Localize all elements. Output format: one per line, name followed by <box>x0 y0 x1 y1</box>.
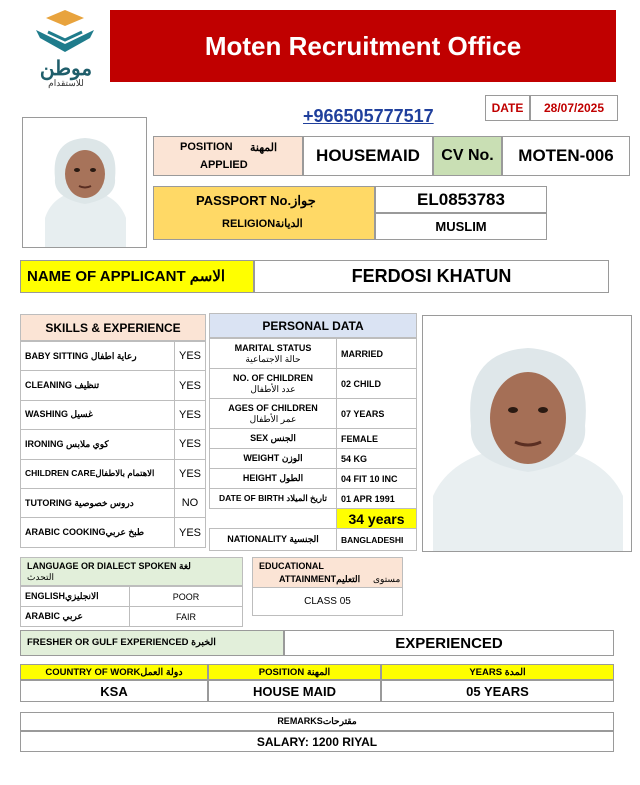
position-value: HOUSEMAID <box>303 136 433 176</box>
children-label-en: NO. OF CHILDREN <box>233 372 313 383</box>
cv-label: CV No. <box>433 136 502 176</box>
personal-row <box>210 399 417 429</box>
language-rows <box>20 586 243 627</box>
skills-table <box>20 314 206 548</box>
remarks-value: SALARY: 1200 RIYAL <box>20 731 614 752</box>
sex-value: FEMALE <box>337 429 417 449</box>
language-label: ENGLISHالانجليزي <box>21 587 130 607</box>
dob-label: DATE OF BIRTH تاريخ الميلاد <box>210 489 337 509</box>
ages-label-en: AGES OF CHILDREN <box>228 402 318 413</box>
personal-data-table <box>209 313 417 551</box>
language-title <box>20 557 243 586</box>
ages-label-ar: عمر الأطفال <box>249 413 297 424</box>
education-box <box>252 557 403 616</box>
skill-label: IRONING كوي ملابس <box>21 430 175 459</box>
passport-value: EL0853783 <box>375 186 547 213</box>
applicant-photo-large <box>422 315 632 552</box>
language-title-en: LANGUAGE OR DIALECT SPOKEN لغة <box>27 561 191 571</box>
cv-value: MOTEN-006 <box>502 136 630 176</box>
language-value: FAIR <box>130 607 243 627</box>
skills-rows <box>20 341 206 548</box>
personal-row <box>210 529 417 551</box>
skill-row <box>21 342 206 371</box>
date-value: 28/07/2025 <box>530 95 618 121</box>
position-label-en1: POSITION <box>180 141 233 153</box>
years-value: 05 YEARS <box>381 680 614 702</box>
education-value: CLASS 05 <box>252 588 403 616</box>
nationality-label: NATIONALITY الجنسية <box>210 529 337 551</box>
religion-value: MUSLIM <box>375 213 547 240</box>
position-label-en2: APPLIED <box>200 159 248 171</box>
language-title-ar: التحدث <box>27 572 54 582</box>
personal-row <box>210 429 417 449</box>
applicant-name-label: NAME OF APPLICANT الاسم <box>20 260 254 293</box>
position-label <box>153 136 303 176</box>
dob-value: 01 APR 1991 <box>337 489 417 509</box>
logo-subtext: للاستقدام <box>48 78 84 88</box>
years-label: YEARS المدة <box>381 664 614 680</box>
logo <box>28 8 103 88</box>
education-title-ar: مستوى <box>373 574 401 584</box>
skill-label: ARABIC COOKINGطبخ عربي <box>21 518 175 547</box>
weight-value: 54 KG <box>337 449 417 469</box>
experience-value: EXPERIENCED <box>284 630 614 656</box>
country-value: KSA <box>20 680 208 702</box>
personal-data-title: PERSONAL DATA <box>209 313 417 338</box>
marital-label-en: MARITAL STATUS <box>234 342 312 353</box>
ages-value: 07 YEARS <box>337 399 417 429</box>
office-title: Moten Recruitment Office <box>110 10 616 82</box>
personal-rows <box>209 338 417 551</box>
skill-value: YES <box>174 400 205 429</box>
phone-number[interactable]: +966505777517 <box>303 106 434 126</box>
personal-row <box>210 369 417 399</box>
children-label-ar: عدد الأطفال <box>250 383 296 394</box>
work-position-value: HOUSE MAID <box>208 680 381 702</box>
language-table <box>20 557 243 627</box>
applicant-photo-small <box>22 117 147 248</box>
personal-row <box>210 509 417 529</box>
skills-title: SKILLS & EXPERIENCE <box>20 314 206 341</box>
children-label <box>210 369 337 399</box>
skill-value: YES <box>174 342 205 371</box>
marital-label <box>210 339 337 369</box>
skill-label: TUTORING دروس خصوصية <box>21 488 175 517</box>
marital-label-ar: حالة الاجتماعية <box>245 353 301 364</box>
personal-row <box>210 469 417 489</box>
age-value: 34 years <box>337 509 417 529</box>
logo-mark-icon <box>28 8 103 58</box>
nationality-value: BANGLADESHI <box>337 529 417 551</box>
marital-value: MARRIED <box>337 339 417 369</box>
skill-label: CLEANING تنظيف <box>21 371 175 400</box>
skill-label: CHILDREN CAREالاهتمام بالاطفال <box>21 459 175 488</box>
religion-label: RELIGIONالديانة <box>222 218 303 230</box>
country-label: COUNTRY OF WORKدولة العمل <box>20 664 208 680</box>
skill-label: BABY SITTING رعاية اطفال <box>21 342 175 371</box>
skill-value: YES <box>174 459 205 488</box>
remarks-label: REMARKSمقترحات <box>20 712 614 731</box>
work-position-label: POSITION المهنة <box>208 664 381 680</box>
skill-value: YES <box>174 518 205 547</box>
date-label: DATE <box>485 95 530 121</box>
person-portrait-icon <box>423 316 632 552</box>
passport-religion-label <box>153 186 375 240</box>
personal-row <box>210 449 417 469</box>
person-portrait-icon <box>23 118 147 248</box>
ages-label <box>210 399 337 429</box>
sex-label: SEX الجنس <box>210 429 337 449</box>
language-row <box>21 587 243 607</box>
experience-label: FRESHER OR GULF EXPERIENCED الخبرة <box>20 630 284 656</box>
skill-value: YES <box>174 430 205 459</box>
language-value: POOR <box>130 587 243 607</box>
skill-value: YES <box>174 371 205 400</box>
skill-row <box>21 371 206 400</box>
education-title <box>252 557 403 588</box>
skill-row <box>21 430 206 459</box>
weight-label: WEIGHT الوزن <box>210 449 337 469</box>
height-label: HEIGHT الطول <box>210 469 337 489</box>
logo-text: موطن <box>39 58 93 80</box>
education-title-2: ATTAINMENTالتعليم <box>279 574 361 584</box>
personal-row <box>210 339 417 369</box>
skill-row <box>21 400 206 429</box>
skill-row <box>21 488 206 517</box>
skill-value: NO <box>174 488 205 517</box>
passport-label: PASSPORT No.جواز <box>196 193 316 208</box>
skill-label: WASHING غسيل <box>21 400 175 429</box>
personal-row <box>210 489 417 509</box>
language-label: ARABIC عربي <box>21 607 130 627</box>
children-value: 02 CHILD <box>337 369 417 399</box>
skill-row <box>21 518 206 547</box>
language-row <box>21 607 243 627</box>
height-value: 04 FIT 10 INC <box>337 469 417 489</box>
skill-row <box>21 459 206 488</box>
applicant-name: FERDOSI KHATUN <box>254 260 609 293</box>
education-title-1: EDUCATIONAL <box>259 561 324 571</box>
position-label-ar: المهنة <box>250 142 278 154</box>
